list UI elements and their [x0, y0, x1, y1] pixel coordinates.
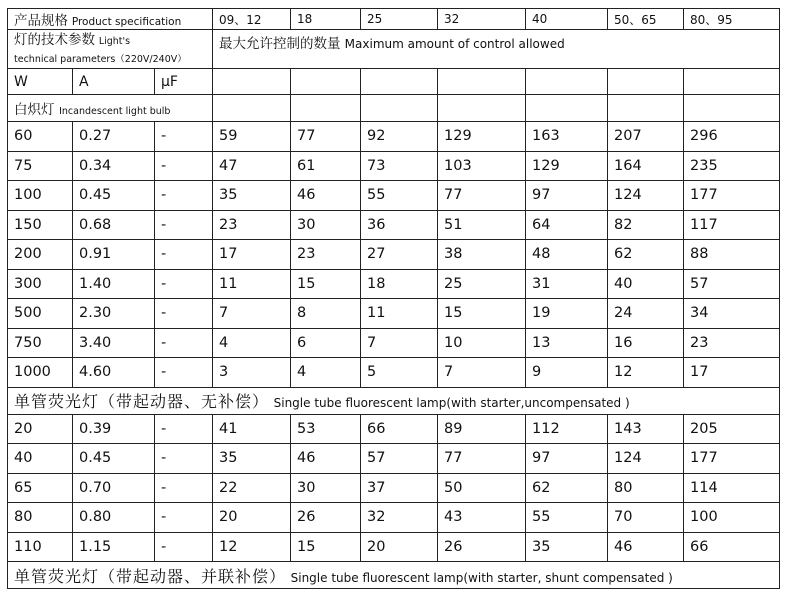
cell-count-0: 7: [213, 299, 291, 329]
table-row: [8, 473, 780, 503]
cell-count-2: 37: [361, 473, 438, 503]
section-fluorescent-shunt-en: Single tube fluorescent lamp(with starter, shunt compensated ): [290, 570, 673, 585]
section-row-fluorescent-shunt: [8, 562, 780, 589]
cell-count-0: 4: [213, 328, 291, 358]
cell-count-0: 41: [213, 414, 291, 444]
cell-count-2: 32: [361, 503, 438, 533]
cell-count-6: 17: [684, 358, 780, 388]
empty-cell: [438, 69, 526, 95]
cell-count-6: 235: [684, 151, 780, 181]
cell-count-4: 35: [526, 532, 608, 562]
cell-count-0: 59: [213, 122, 291, 152]
empty-cell: [684, 69, 780, 95]
table-row: [8, 414, 780, 444]
cell-count-4: 13: [526, 328, 608, 358]
section-incandescent-cell: [8, 95, 213, 122]
cell-count-2: 5: [361, 358, 438, 388]
cell-count-4: 55: [526, 503, 608, 533]
cell-count-3: 89: [438, 414, 526, 444]
cell-uf: -: [155, 299, 213, 329]
cell-a: 0.70: [73, 473, 155, 503]
cell-count-0: 35: [213, 181, 291, 211]
size-cell-1: 18: [291, 9, 361, 30]
section-incandescent-zh: 白炽灯: [14, 102, 55, 118]
cell-count-4: 163: [526, 122, 608, 152]
cell-a: 0.45: [73, 181, 155, 211]
cell-count-3: 26: [438, 532, 526, 562]
cell-count-0: 22: [213, 473, 291, 503]
cell-count-4: 19: [526, 299, 608, 329]
max-amount-cell: [213, 30, 780, 69]
max-amount-en: Maximum amount of control allowed: [344, 37, 565, 51]
cell-a: 0.34: [73, 151, 155, 181]
size-cell-5: 50、65: [608, 9, 684, 30]
cell-count-1: 23: [291, 240, 361, 270]
empty-cell: [608, 95, 684, 122]
empty-cell: [361, 95, 438, 122]
cell-a: 0.68: [73, 210, 155, 240]
section-incandescent-en: Incandescent light bulb: [59, 106, 171, 117]
cell-count-6: 88: [684, 240, 780, 270]
cell-count-1: 6: [291, 328, 361, 358]
size-cell-2: 25: [361, 9, 438, 30]
cell-a: 1.15: [73, 532, 155, 562]
col-w-header: W: [8, 69, 73, 95]
cell-count-5: 82: [608, 210, 684, 240]
cell-count-2: 55: [361, 181, 438, 211]
table-row: [8, 358, 780, 388]
table-row: [8, 444, 780, 474]
cell-count-3: 129: [438, 122, 526, 152]
cell-a: 0.39: [73, 414, 155, 444]
section-fluorescent-uncompensated-en: Single tube fluorescent lamp(with starter,uncompensated ): [273, 396, 630, 410]
cell-count-3: 25: [438, 269, 526, 299]
cell-count-5: 164: [608, 151, 684, 181]
cell-count-0: 11: [213, 269, 291, 299]
cell-count-0: 12: [213, 532, 291, 562]
cell-count-5: 24: [608, 299, 684, 329]
size-cell-6: 80、95: [684, 9, 780, 30]
cell-a: 0.27: [73, 122, 155, 152]
empty-cell: [213, 69, 291, 95]
col-a-header: A: [73, 69, 155, 95]
cell-count-1: 15: [291, 269, 361, 299]
size-cell-4: 40: [526, 9, 608, 30]
cell-count-0: 17: [213, 240, 291, 270]
cell-count-2: 57: [361, 444, 438, 474]
table-row: [8, 151, 780, 181]
cell-count-1: 53: [291, 414, 361, 444]
cell-count-4: 97: [526, 444, 608, 474]
cell-count-0: 47: [213, 151, 291, 181]
cell-uf: -: [155, 358, 213, 388]
cell-w: 65: [8, 473, 73, 503]
cell-w: 40: [8, 444, 73, 474]
cell-a: 1.40: [73, 269, 155, 299]
empty-cell: [526, 69, 608, 95]
section-row-incandescent: [8, 95, 780, 122]
section-fluorescent-uncompensated-cell: [8, 387, 780, 414]
table-row: [8, 181, 780, 211]
cell-count-6: 57: [684, 269, 780, 299]
cell-count-3: 103: [438, 151, 526, 181]
table-row: [8, 532, 780, 562]
size-cell-3: 32: [438, 9, 526, 30]
cell-count-5: 70: [608, 503, 684, 533]
spec-label-zh: 产品规格: [14, 13, 68, 29]
cell-count-1: 30: [291, 210, 361, 240]
cell-count-4: 97: [526, 181, 608, 211]
cell-count-4: 48: [526, 240, 608, 270]
header-row-params: [8, 30, 780, 69]
cell-count-6: 34: [684, 299, 780, 329]
empty-cell: [291, 95, 361, 122]
empty-cell: [684, 95, 780, 122]
section-fluorescent-uncompensated-zh: 单管荧光灯（带起动器、无补偿）: [14, 392, 270, 411]
cell-count-5: 124: [608, 181, 684, 211]
cell-count-5: 16: [608, 328, 684, 358]
section-fluorescent-shunt-cell: [8, 562, 780, 589]
cell-uf: -: [155, 444, 213, 474]
cell-count-2: 66: [361, 414, 438, 444]
cell-count-1: 4: [291, 358, 361, 388]
light-params-zh: 灯的技术参数: [14, 32, 95, 48]
cell-uf: -: [155, 210, 213, 240]
cell-w: 80: [8, 503, 73, 533]
cell-count-1: 26: [291, 503, 361, 533]
cell-count-4: 9: [526, 358, 608, 388]
cell-count-4: 62: [526, 473, 608, 503]
cell-a: 0.45: [73, 444, 155, 474]
light-params-en-1: Light's: [98, 36, 131, 47]
table-row: [8, 328, 780, 358]
cell-w: 110: [8, 532, 73, 562]
cell-w: 500: [8, 299, 73, 329]
spec-label-en: Product specification: [71, 16, 182, 28]
cell-count-3: 15: [438, 299, 526, 329]
cell-count-1: 46: [291, 181, 361, 211]
cell-count-3: 77: [438, 181, 526, 211]
cell-count-1: 61: [291, 151, 361, 181]
cell-w: 60: [8, 122, 73, 152]
cell-count-5: 143: [608, 414, 684, 444]
empty-cell: [608, 69, 684, 95]
cell-w: 200: [8, 240, 73, 270]
size-cell-0: 09、12: [213, 9, 291, 30]
table-row: [8, 122, 780, 152]
cell-count-3: 38: [438, 240, 526, 270]
cell-count-2: 36: [361, 210, 438, 240]
cell-count-4: 112: [526, 414, 608, 444]
cell-count-6: 114: [684, 473, 780, 503]
cell-count-6: 100: [684, 503, 780, 533]
cell-count-4: 64: [526, 210, 608, 240]
cell-count-1: 46: [291, 444, 361, 474]
empty-cell: [526, 95, 608, 122]
cell-count-0: 3: [213, 358, 291, 388]
table-row: [8, 503, 780, 533]
cell-uf: -: [155, 414, 213, 444]
cell-uf: -: [155, 122, 213, 152]
spec-label-cell: [8, 9, 213, 30]
table-row: [8, 269, 780, 299]
cell-w: 20: [8, 414, 73, 444]
cell-w: 100: [8, 181, 73, 211]
cell-count-6: 66: [684, 532, 780, 562]
cell-count-1: 77: [291, 122, 361, 152]
spec-table: [7, 8, 780, 589]
cell-a: 2.30: [73, 299, 155, 329]
table-row: [8, 240, 780, 270]
cell-uf: -: [155, 181, 213, 211]
max-amount-zh: 最大允许控制的数量: [219, 36, 341, 52]
cell-count-3: 77: [438, 444, 526, 474]
cell-count-6: 296: [684, 122, 780, 152]
cell-count-2: 73: [361, 151, 438, 181]
cell-count-2: 20: [361, 532, 438, 562]
cell-count-1: 8: [291, 299, 361, 329]
cell-count-5: 62: [608, 240, 684, 270]
light-params-en-2: technical parameters（220V/240V）: [14, 54, 187, 65]
cell-count-0: 35: [213, 444, 291, 474]
col-uf-header: μF: [155, 69, 213, 95]
cell-count-6: 23: [684, 328, 780, 358]
cell-a: 0.80: [73, 503, 155, 533]
cell-count-4: 31: [526, 269, 608, 299]
table-row: [8, 299, 780, 329]
cell-count-2: 7: [361, 328, 438, 358]
cell-count-3: 7: [438, 358, 526, 388]
section-fluorescent-shunt-zh: 单管荧光灯（带起动器、并联补偿）: [14, 566, 287, 586]
cell-count-3: 50: [438, 473, 526, 503]
empty-cell: [361, 69, 438, 95]
cell-count-3: 43: [438, 503, 526, 533]
cell-count-3: 51: [438, 210, 526, 240]
cell-count-2: 11: [361, 299, 438, 329]
cell-count-3: 10: [438, 328, 526, 358]
cell-uf: -: [155, 151, 213, 181]
header-row-spec: [8, 9, 780, 30]
cell-uf: -: [155, 473, 213, 503]
cell-count-6: 177: [684, 444, 780, 474]
cell-count-2: 92: [361, 122, 438, 152]
cell-uf: -: [155, 240, 213, 270]
cell-count-5: 40: [608, 269, 684, 299]
cell-count-5: 12: [608, 358, 684, 388]
cell-count-5: 46: [608, 532, 684, 562]
light-params-cell: [8, 30, 213, 69]
cell-count-4: 129: [526, 151, 608, 181]
cell-w: 300: [8, 269, 73, 299]
table-row: [8, 210, 780, 240]
cell-count-5: 207: [608, 122, 684, 152]
cell-count-2: 18: [361, 269, 438, 299]
page-bottom-mask: [0, 598, 786, 605]
section-row-fluorescent-uncompensated: [8, 387, 780, 414]
cell-a: 0.91: [73, 240, 155, 270]
cell-a: 3.40: [73, 328, 155, 358]
cell-uf: -: [155, 503, 213, 533]
cell-count-1: 30: [291, 473, 361, 503]
header-row-units: [8, 69, 780, 95]
cell-w: 750: [8, 328, 73, 358]
empty-cell: [213, 95, 291, 122]
cell-w: 75: [8, 151, 73, 181]
cell-uf: -: [155, 328, 213, 358]
cell-w: 150: [8, 210, 73, 240]
cell-count-1: 15: [291, 532, 361, 562]
empty-cell: [438, 95, 526, 122]
cell-count-0: 23: [213, 210, 291, 240]
cell-count-5: 124: [608, 444, 684, 474]
cell-a: 4.60: [73, 358, 155, 388]
cell-count-6: 205: [684, 414, 780, 444]
cell-uf: -: [155, 532, 213, 562]
cell-uf: -: [155, 269, 213, 299]
cell-w: 1000: [8, 358, 73, 388]
cell-count-2: 27: [361, 240, 438, 270]
cell-count-5: 80: [608, 473, 684, 503]
empty-cell: [291, 69, 361, 95]
cell-count-0: 20: [213, 503, 291, 533]
cell-count-6: 177: [684, 181, 780, 211]
cell-count-6: 117: [684, 210, 780, 240]
